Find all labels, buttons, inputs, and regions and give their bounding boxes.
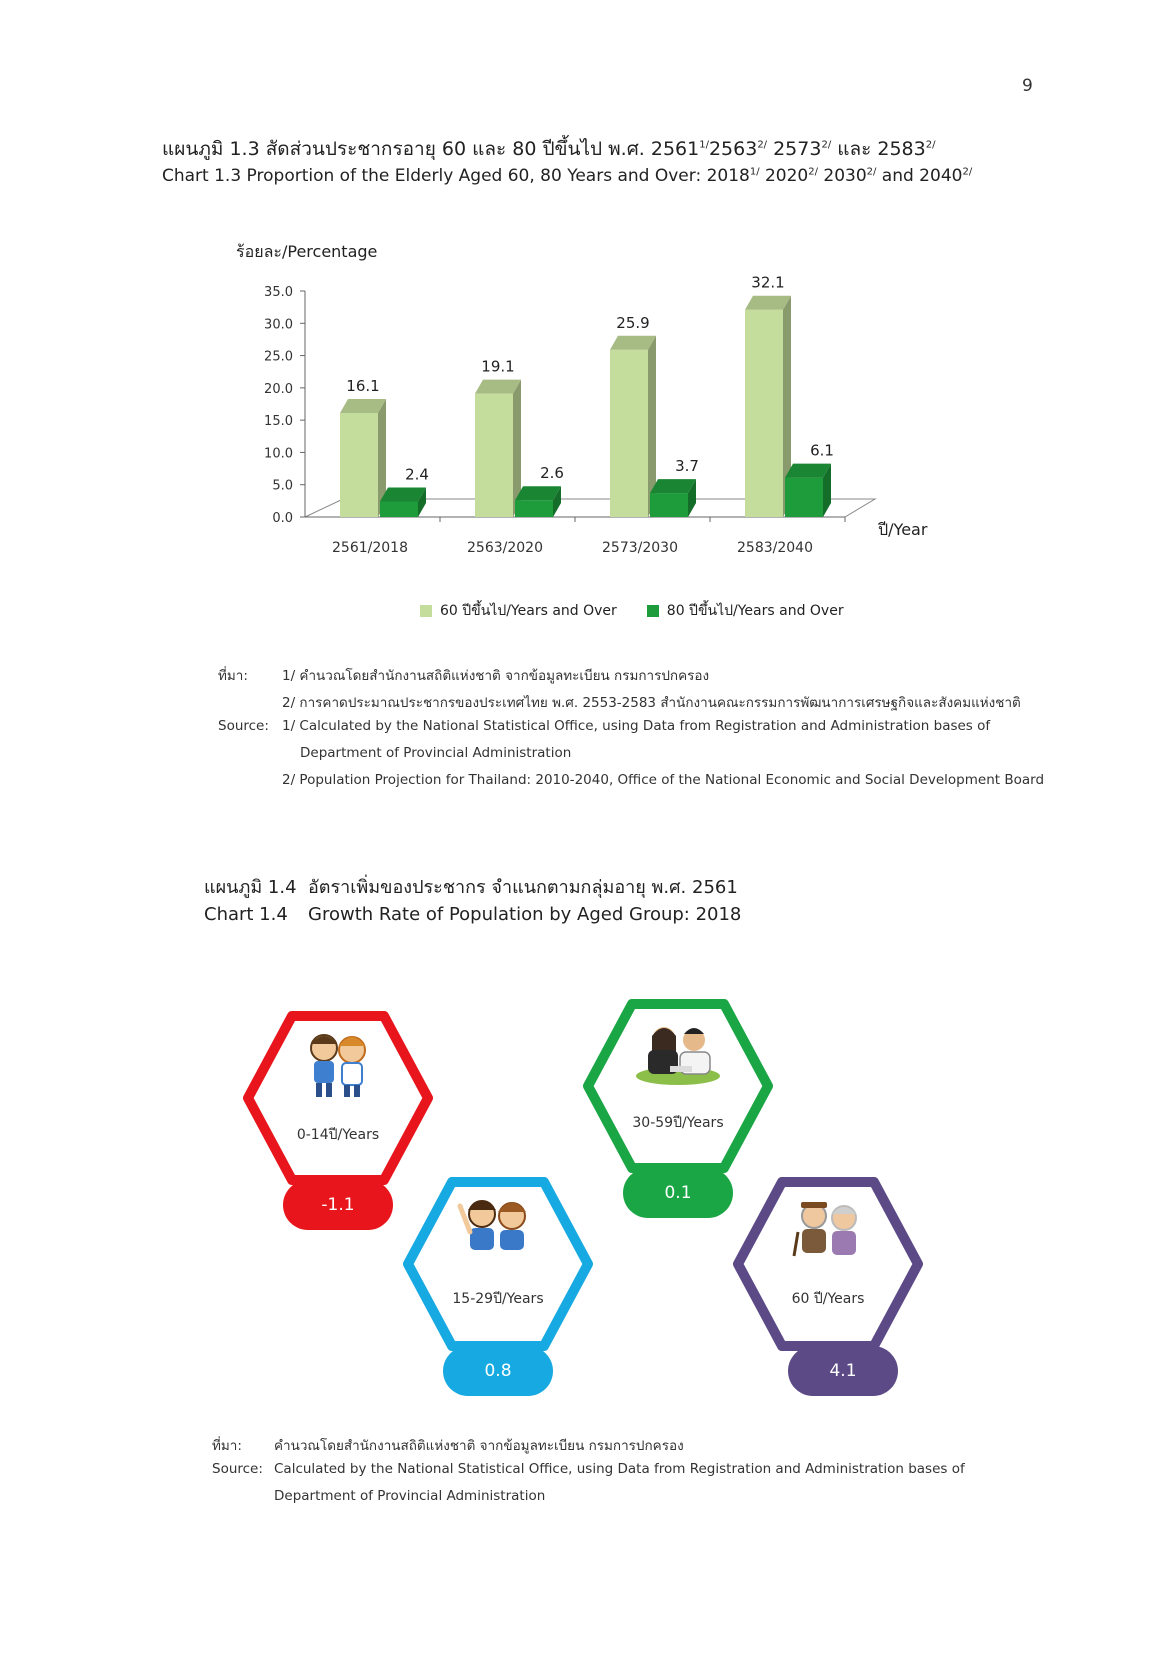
source-line-1-english: 1/ Calculated by the National Statistical Office, using Data from Registration and Administration bases of — [282, 718, 991, 734]
growth-value-15-29: 0.8 — [443, 1346, 553, 1396]
legend-item-80-plus: 80 ปีขึ้นไป/Years and Over — [647, 600, 844, 622]
hexagon-label-0-14: 0-14ปี/Years — [296, 1127, 380, 1143]
data-label: 6.1 — [810, 441, 834, 460]
hexagon-label-15-29: 15-29ปี/Years — [452, 1291, 544, 1307]
hexagon-label-60-plus: 60 ปี/Years — [791, 1291, 865, 1307]
bar-top — [475, 380, 521, 394]
y-tick-label: 30.0 — [264, 317, 293, 333]
bar-top — [650, 479, 696, 493]
legend-item-60-plus: 60 ปีขึ้นไป/Years and Over — [420, 600, 617, 622]
data-label: 19.1 — [481, 357, 515, 376]
hexagon-group-30-59 — [588, 1004, 768, 1168]
growth-value-30-59: 0.1 — [623, 1168, 733, 1218]
page-number: 9 — [1022, 76, 1033, 96]
source2-line-english-2: Department of Provincial Administration — [274, 1488, 546, 1504]
bar-top — [785, 464, 831, 478]
chart-x-axis-label: ปี/Year — [878, 520, 928, 539]
bar-top — [340, 399, 386, 413]
hexagon-label-30-59: 30-59ปี/Years — [632, 1115, 724, 1131]
bar — [650, 493, 688, 517]
bar-top — [515, 486, 561, 500]
bar — [745, 310, 783, 517]
legend-swatch-60-plus — [420, 605, 432, 617]
bar — [610, 350, 648, 517]
bar-top — [610, 336, 656, 350]
source2-label-english: Source: — [212, 1461, 263, 1477]
hexagon-group-15-29 — [408, 1182, 588, 1346]
growth-value-0-14: -1.1 — [283, 1180, 393, 1230]
hexagon-infographic — [0, 990, 1176, 1390]
y-tick-label: 15.0 — [264, 414, 293, 430]
source-label-english: Source: — [218, 718, 269, 734]
chart-legend — [420, 600, 844, 622]
data-label: 3.7 — [675, 457, 699, 476]
data-label: 2.6 — [540, 464, 564, 483]
chart-1-4-title-thai: อัตราเพิ่มของประชากร จำแนกตามกลุ่มอายุ พ.ศ. 2561 — [308, 877, 738, 898]
hexagon-group-0-14 — [248, 1016, 428, 1180]
hexagon-group-60-plus — [738, 1182, 918, 1346]
bar-top — [745, 296, 791, 310]
source2-line-thai: คำนวณโดยสำนักงานสถิติแห่งชาติ จากข้อมูลทะเบียน กรมการปกครอง — [274, 1438, 684, 1454]
y-tick-label: 25.0 — [264, 349, 293, 365]
source-label-thai: ที่มา: — [218, 668, 248, 684]
chart-1-4-title-english: Growth Rate of Population by Aged Group: 2018 — [308, 904, 742, 925]
x-tick-label: 2573/2030 — [602, 540, 678, 556]
y-tick-label: 20.0 — [264, 381, 293, 397]
bar — [515, 500, 553, 517]
source2-line-english: Calculated by the National Statistical Office, using Data from Registration and Administration bases of — [274, 1461, 965, 1477]
source-line-1b-english: Department of Provincial Administration — [300, 745, 572, 761]
bar — [380, 502, 418, 517]
y-tick-label: 35.0 — [264, 285, 293, 300]
source-line-2-english: 2/ Population Projection for Thailand: 2010-2040, Office of the National Economic and Social Development Board — [282, 772, 1045, 788]
bar-top — [380, 488, 426, 502]
chart-1-4-number-english: Chart 1.4 — [204, 904, 288, 925]
x-tick-label: 2563/2020 — [467, 540, 543, 556]
x-tick-label: 2561/2018 — [332, 540, 408, 556]
data-label: 2.4 — [405, 465, 429, 484]
growth-value-60-plus: 4.1 — [788, 1346, 898, 1396]
source2-label-thai: ที่มา: — [212, 1438, 242, 1454]
data-label: 32.1 — [751, 273, 785, 292]
y-tick-label: 5.0 — [272, 478, 293, 494]
legend-swatch-80-plus — [647, 605, 659, 617]
bar — [475, 394, 513, 517]
chart-y-axis-label: ร้อยละ/Percentage — [236, 242, 378, 261]
y-tick-label: 10.0 — [264, 446, 293, 462]
bar — [340, 413, 378, 517]
source-line-1-thai: 1/ คำนวณโดยสำนักงานสถิติแห่งชาติ จากข้อมูลทะเบียน กรมการปกครอง — [282, 668, 710, 684]
chart-1-3-title-english: Chart 1.3 Proportion of the Elderly Aged 60, 80 Years and Over: $2018^{1/}$ $2020^{2/}$ $2030^{2/}$ and $2040^{2/}$ — [162, 166, 973, 186]
data-label: 25.9 — [616, 313, 650, 332]
data-label: 16.1 — [346, 377, 380, 396]
x-tick-label: 2583/2040 — [737, 540, 813, 556]
y-tick-label: 0.0 — [272, 511, 293, 526]
chart-1-4-number-thai: แผนภูมิ 1.4 — [204, 877, 297, 898]
bar-chart-elderly-proportion — [0, 0, 1176, 600]
source-line-2-thai: 2/ การคาดประมาณประชากรของประเทศไทย พ.ศ. 2553-2583 สำนักงานคณะกรรมการพัฒนาการเศรษฐกิจและสังคมแห่งชาติ — [282, 695, 1021, 711]
chart-1-3-title-thai: แผนภูมิ 1.3 สัดส่วนประชากรอายุ 60 และ 80 ปีขึ้นไป พ.ศ. $2561^{1/}2563^{2/}$ $2573^{2/}$ และ $2583^{2/}$ — [162, 138, 936, 160]
bar — [785, 478, 823, 517]
